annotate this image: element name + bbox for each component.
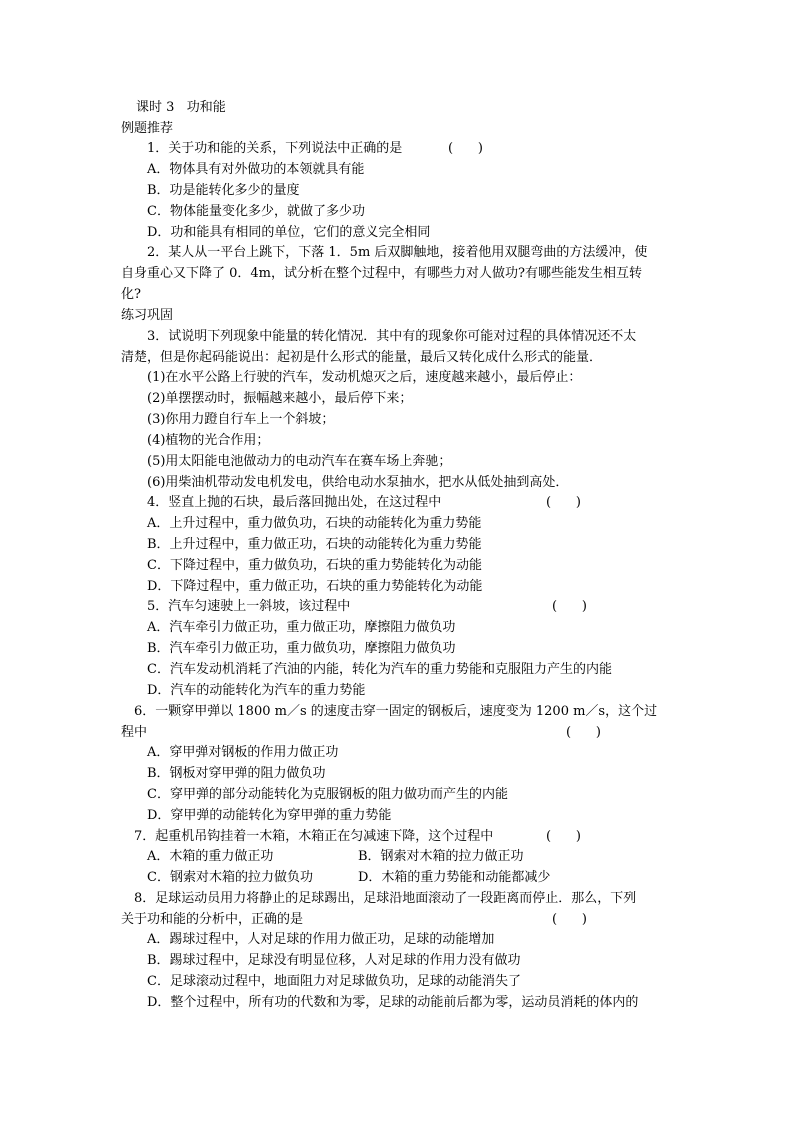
question-3-item-2: (2)单摆摆动时，振幅越来越小，最后停下来； [147,391,413,406]
question-5-answer-blank: ( ) [552,599,587,614]
question-6-option-a: A．穿甲弹对钢板的作用力做正功 [147,745,339,760]
question-6-line-2: 程中 [121,725,148,740]
question-8-option-a: A．踢球过程中，人对足球的作用力做正功，足球的动能增加 [147,932,495,947]
question-2-line-1: 2．某人从一平台上跳下，下落 1．5m 后双脚触地，接着他用双腿弯曲的方法缓冲，使 [147,245,648,260]
question-7-option-b: B．钢索对木箱的拉力做正功 [358,849,524,864]
question-1-option-c: C．物体能量变化多少，就做了多少功 [147,204,365,219]
question-6-option-c: C．穿甲弹的部分动能转化为克服钢板的阻力做功而产生的内能 [147,787,508,802]
question-1-option-a: A．物体具有对外做功的本领就具有能 [147,162,365,177]
question-1-stem: 1．关于功和能的关系，下列说法中正确的是 [147,141,403,156]
question-7-answer-blank: ( ) [546,829,581,844]
question-6-option-b: B．钢板对穿甲弹的阻力做负功 [147,766,326,781]
question-3-item-5: (5)用太阳能电池做动力的电动汽车在赛车场上奔驰； [147,454,452,469]
section-practice-heading: 练习巩固 [121,308,174,323]
section-example-heading: 例题推荐 [121,121,174,136]
question-4-option-c: C．下降过程中，重力做负功，石块的重力势能转化为动能 [147,558,482,573]
question-5-option-d: D．汽车的动能转化为汽车的重力势能 [147,683,366,698]
question-7-stem: 7．起重机吊钩挂着一木箱，木箱正在匀减速下降，这个过程中 [134,829,494,844]
question-3-item-1: (1)在水平公路上行驶的汽车，发动机熄灭之后，速度越来越小，最后停止： [147,370,582,385]
question-6-answer-blank: ( ) [566,725,601,740]
question-4-answer-blank: ( ) [546,495,581,510]
question-5-option-c: C．汽车发动机消耗了汽油的内能，转化为汽车的重力势能和克服阻力产生的内能 [147,662,612,677]
question-3-line-2: 清楚，但是你起码能说出：起初是什么形式的能量，最后又转化成什么形式的能量． [121,350,603,365]
question-8-option-c: C．足球滚动过程中，地面阻力对足球做负功，足球的动能消失了 [147,974,521,989]
question-6-option-d: D．穿甲弹的动能转化为穿甲弹的重力势能 [147,808,392,823]
question-3-item-6: (6)用柴油机带动发电机发电，供给电动水泵抽水，把水从低处抽到高处． [147,475,569,490]
question-8-line-1: 8．足球运动员用力将静止的足球踢出，足球沿地面滚动了一段距离而停止．那么，下列 [134,891,637,906]
question-3-line-1: 3．试说明下列现象中能量的转化情况．其中有的现象你可能对过程的具体情况还不太 [147,329,637,344]
question-4-option-b: B．上升过程中，重力做正功，石块的动能转化为重力势能 [147,537,482,552]
question-1-answer-blank: ( ) [448,141,483,156]
question-2-line-2: 自身重心又下降了 0．4m，试分析在整个过程中，有哪些力对人做功?有哪些能发生相互转 [121,266,642,281]
question-8-line-2: 关于功和能的分析中，正确的是 [121,912,304,927]
question-1-option-d: D．功和能具有相同的单位，它们的意义完全相同 [147,225,431,240]
question-5-stem: 5．汽车匀速驶上一斜坡，该过程中 [147,599,351,614]
question-4-option-d: D．下降过程中，重力做正功，石块的重力势能转化为动能 [147,579,483,594]
question-7-option-c: C．钢索对木箱的拉力做负功 [147,870,313,885]
question-4-option-a: A．上升过程中，重力做负功，石块的动能转化为重力势能 [147,516,482,531]
question-2-line-3: 化? [121,287,141,302]
question-8-option-d: D．整个过程中，所有功的代数和为零，足球的动能前后都为零，运动员消耗的体内的 [147,995,639,1010]
question-8-option-b: B．踢球过程中，足球没有明显位移，人对足球的作用力没有做功 [147,953,521,968]
question-6-line-1: 6．一颗穿甲弹以 1800 m／s 的速度击穿一固定的钢板后，速度变为 1200 m／s，这个过 [134,704,658,719]
question-5-option-a: A．汽车牵引力做正功，重力做正功，摩擦阻力做负功 [147,620,456,635]
question-3-item-3: (3)你用力蹬自行车上一个斜坡； [147,412,335,427]
lesson-title: 课时 3 功和能 [136,100,226,115]
question-4-stem: 4．竖直上抛的石块，最后落回抛出处，在这过程中 [147,495,442,510]
question-5-option-b: B．汽车牵引力做正功，重力做负功，摩擦阻力做负功 [147,641,456,656]
question-7-option-a: A．木箱的重力做正功 [147,849,274,864]
question-3-item-4: (4)植物的光合作用； [147,433,270,448]
question-7-option-d: D．木箱的重力势能和动能都减少 [358,870,551,885]
question-1-option-b: B．功是能转化多少的量度 [147,183,300,198]
question-8-answer-blank: ( ) [552,912,587,927]
